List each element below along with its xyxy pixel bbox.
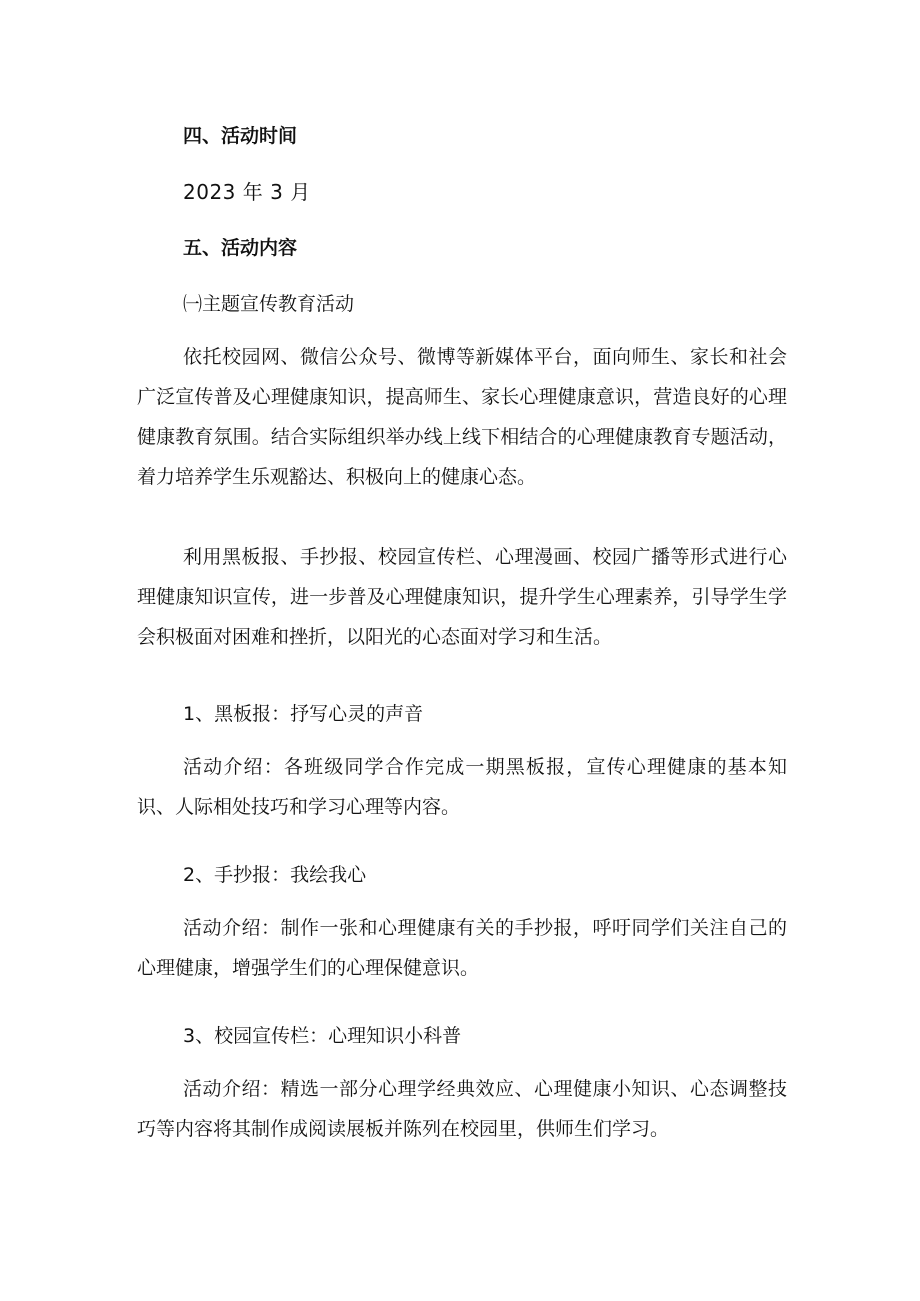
section-heading-activity-content: 五、活动内容 [183,237,298,259]
subsection-heading-publicity: ㈠主题宣传教育活动 [183,293,355,315]
item-title-handwritten: 2、手抄报：我绘我心 [183,864,367,886]
item-intro-blackboard: 活动介绍：各班级同学合作完成一期黑板报，宣传心理健康的基本知识、人际相处技巧和学习心理等内容。 [137,756,787,818]
activity-date: 2023 年 3 月 [183,180,311,204]
paragraph-intro: 依托校园网、微信公众号、微博等新媒体平台，面向师生、家长和社会广泛宣传普及心理健康知识，提高师生、家长心理健康意识，营造良好的心理健康教育氛围。结合实际组织举办线上线下相结合的心理健康教育专题活动，着力培养学生乐观豁达、积极向上的健康心态。 [137,346,787,488]
item-title-bulletin: 3、校园宣传栏：心理知识小科普 [183,1025,462,1047]
item-intro-bulletin: 活动介绍：精选一部分心理学经典效应、心理健康小知识、心态调整技巧等内容将其制作成阅读展板并陈列在校园里，供师生们学习。 [137,1078,787,1140]
item-title-blackboard: 1、黑板报：抒写心灵的声音 [183,703,424,725]
item-intro-handwritten: 活动介绍：制作一张和心理健康有关的手抄报，呼吁同学们关注自己的心理健康，增强学生们的心理保健意识。 [137,917,787,979]
section-heading-activity-time: 四、活动时间 [183,125,298,147]
paragraph-forms: 利用黑板报、手抄报、校园宣传栏、心理漫画、校园广播等形式进行心理健康知识宣传，进一步普及心理健康知识，提升学生心理素养，引导学生学会积极面对困难和挫折，以阳光的心态面对学习和生活。 [137,546,787,648]
